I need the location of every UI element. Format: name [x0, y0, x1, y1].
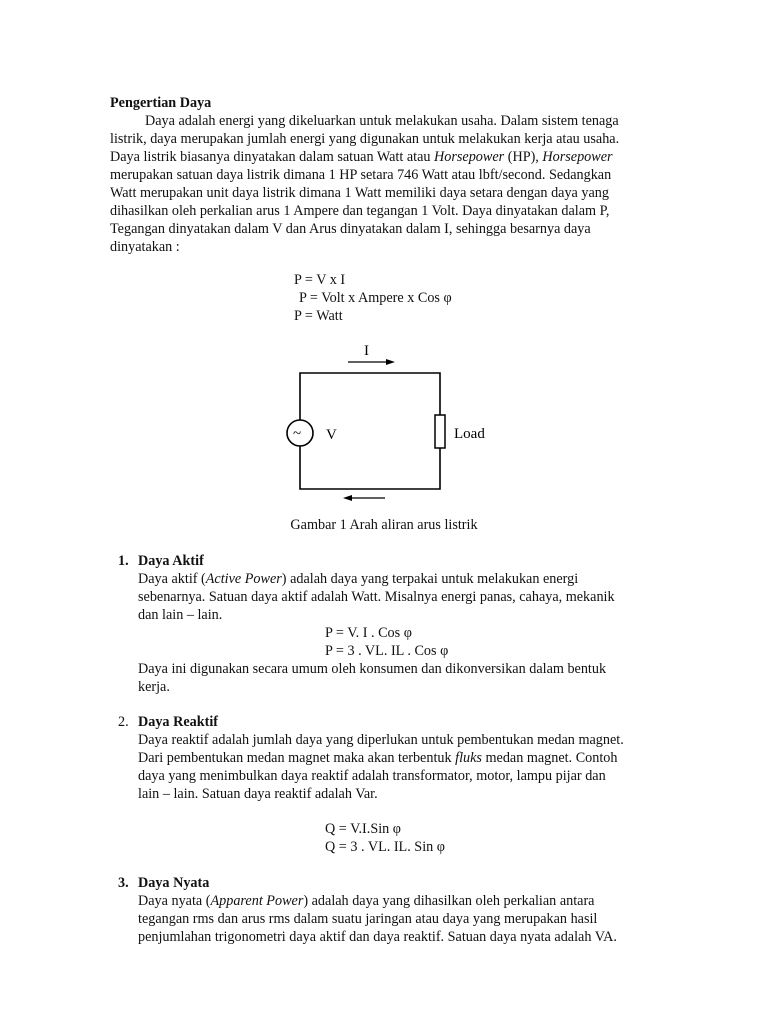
formula-reactive-2: Q = 3 . VL. IL. Sin φ [325, 839, 445, 855]
section-daya-aktif-after [138, 660, 678, 696]
section-line: tegangan rms dan arus rms dalam suatu jaringan atau daya yang merupakan hasil [138, 911, 598, 927]
section-line: Daya reaktif adalah jumlah daya yang diperlukan untuk pembentukan medan magnet. [138, 732, 624, 748]
source-label: V [326, 427, 337, 443]
load-label: Load [454, 426, 485, 442]
section-heading: Daya Reaktif [138, 714, 218, 730]
wire-bottom [300, 446, 440, 489]
intro-line: Daya adalah energi yang dikeluarkan untuk melakukan usaha. Dalam sistem tenaga [145, 113, 619, 129]
section-heading: Daya Aktif [138, 553, 204, 569]
load-resistor-icon [435, 415, 445, 448]
formula-p-vi: P = V x I [294, 272, 346, 288]
intro-line: Daya listrik biasanya dinyatakan dalam satuan Watt atau Horsepower (HP), Horsepower [110, 149, 613, 165]
current-label: I [364, 343, 369, 359]
section-line: daya yang menimbulkan daya reaktif adalah transformator, motor, lampu pijar dan [138, 768, 606, 784]
intro-paragraph [110, 112, 670, 256]
current-arrowhead-bottom [343, 495, 352, 501]
formula-p-volt-ampere: P = Volt x Ampere x Cos φ [299, 290, 452, 306]
section-number: 2. [118, 714, 129, 730]
section-daya-nyata [138, 874, 698, 946]
intro-line: Tegangan dinyatakan dalam V dan Arus dinyatakan dalam I, sehingga besarnya daya [110, 221, 591, 237]
source-symbol: ~ [293, 426, 302, 442]
wire-top [300, 373, 440, 420]
current-arrowhead-top [386, 359, 395, 365]
intro-line: dihasilkan oleh perkalian arus 1 Ampere dan tegangan 1 Volt. Daya dinyatakan dalam P, [110, 203, 610, 219]
section-heading: Daya Nyata [138, 875, 210, 891]
circuit-diagram [282, 340, 487, 510]
page-title: Pengertian Daya [110, 95, 212, 111]
section-line: Daya aktif (Active Power) adalah daya yang terpakai untuk melakukan energi [138, 571, 579, 587]
section-line: penjumlahan trigonometri daya aktif dan daya reaktif. Satuan daya nyata adalah VA. [138, 929, 617, 945]
section-line: Daya nyata (Apparent Power) adalah daya yang dihasilkan oleh perkalian antara [138, 893, 595, 909]
section-number: 3. [118, 875, 129, 891]
figure-caption: Gambar 1 Arah aliran arus listrik [290, 517, 478, 533]
intro-line: listrik, daya merupakan jumlah energi yang digunakan untuk melakukan kerja atau usaha. [110, 131, 620, 147]
section-line: Dari pembentukan medan magnet maka akan terbentuk fluks medan magnet. Contoh [138, 750, 618, 766]
section-daya-aktif [138, 552, 678, 624]
formula-reactive-1: Q = V.I.Sin φ [325, 821, 401, 837]
section-line: kerja. [138, 679, 170, 695]
section-daya-reaktif [138, 713, 698, 803]
section-line: Daya ini digunakan secara umum oleh konsumen dan dikonversikan dalam bentuk [138, 661, 607, 677]
intro-line: Watt merupakan unit daya listrik dimana 1 Watt memiliki daya setara dengan daya yang [110, 185, 609, 201]
formula-active-2: P = 3 . VL. IL . Cos φ [325, 643, 449, 659]
section-line: lain – lain. Satuan daya reaktif adalah Var. [138, 786, 378, 802]
section-line: dan lain – lain. [138, 607, 223, 623]
formula-p-watt: P = Watt [294, 308, 343, 324]
intro-line: merupakan satuan daya listrik dimana 1 HP setara 746 Watt atau lbft/second. Sedangkan [110, 167, 612, 183]
intro-line: dinyatakan : [110, 239, 180, 255]
formula-active-1: P = V. I . Cos φ [325, 625, 412, 641]
section-line: sebenarnya. Satuan daya aktif adalah Watt. Misalnya energi panas, cahaya, mekanik [138, 589, 615, 605]
section-number: 1. [118, 553, 129, 569]
